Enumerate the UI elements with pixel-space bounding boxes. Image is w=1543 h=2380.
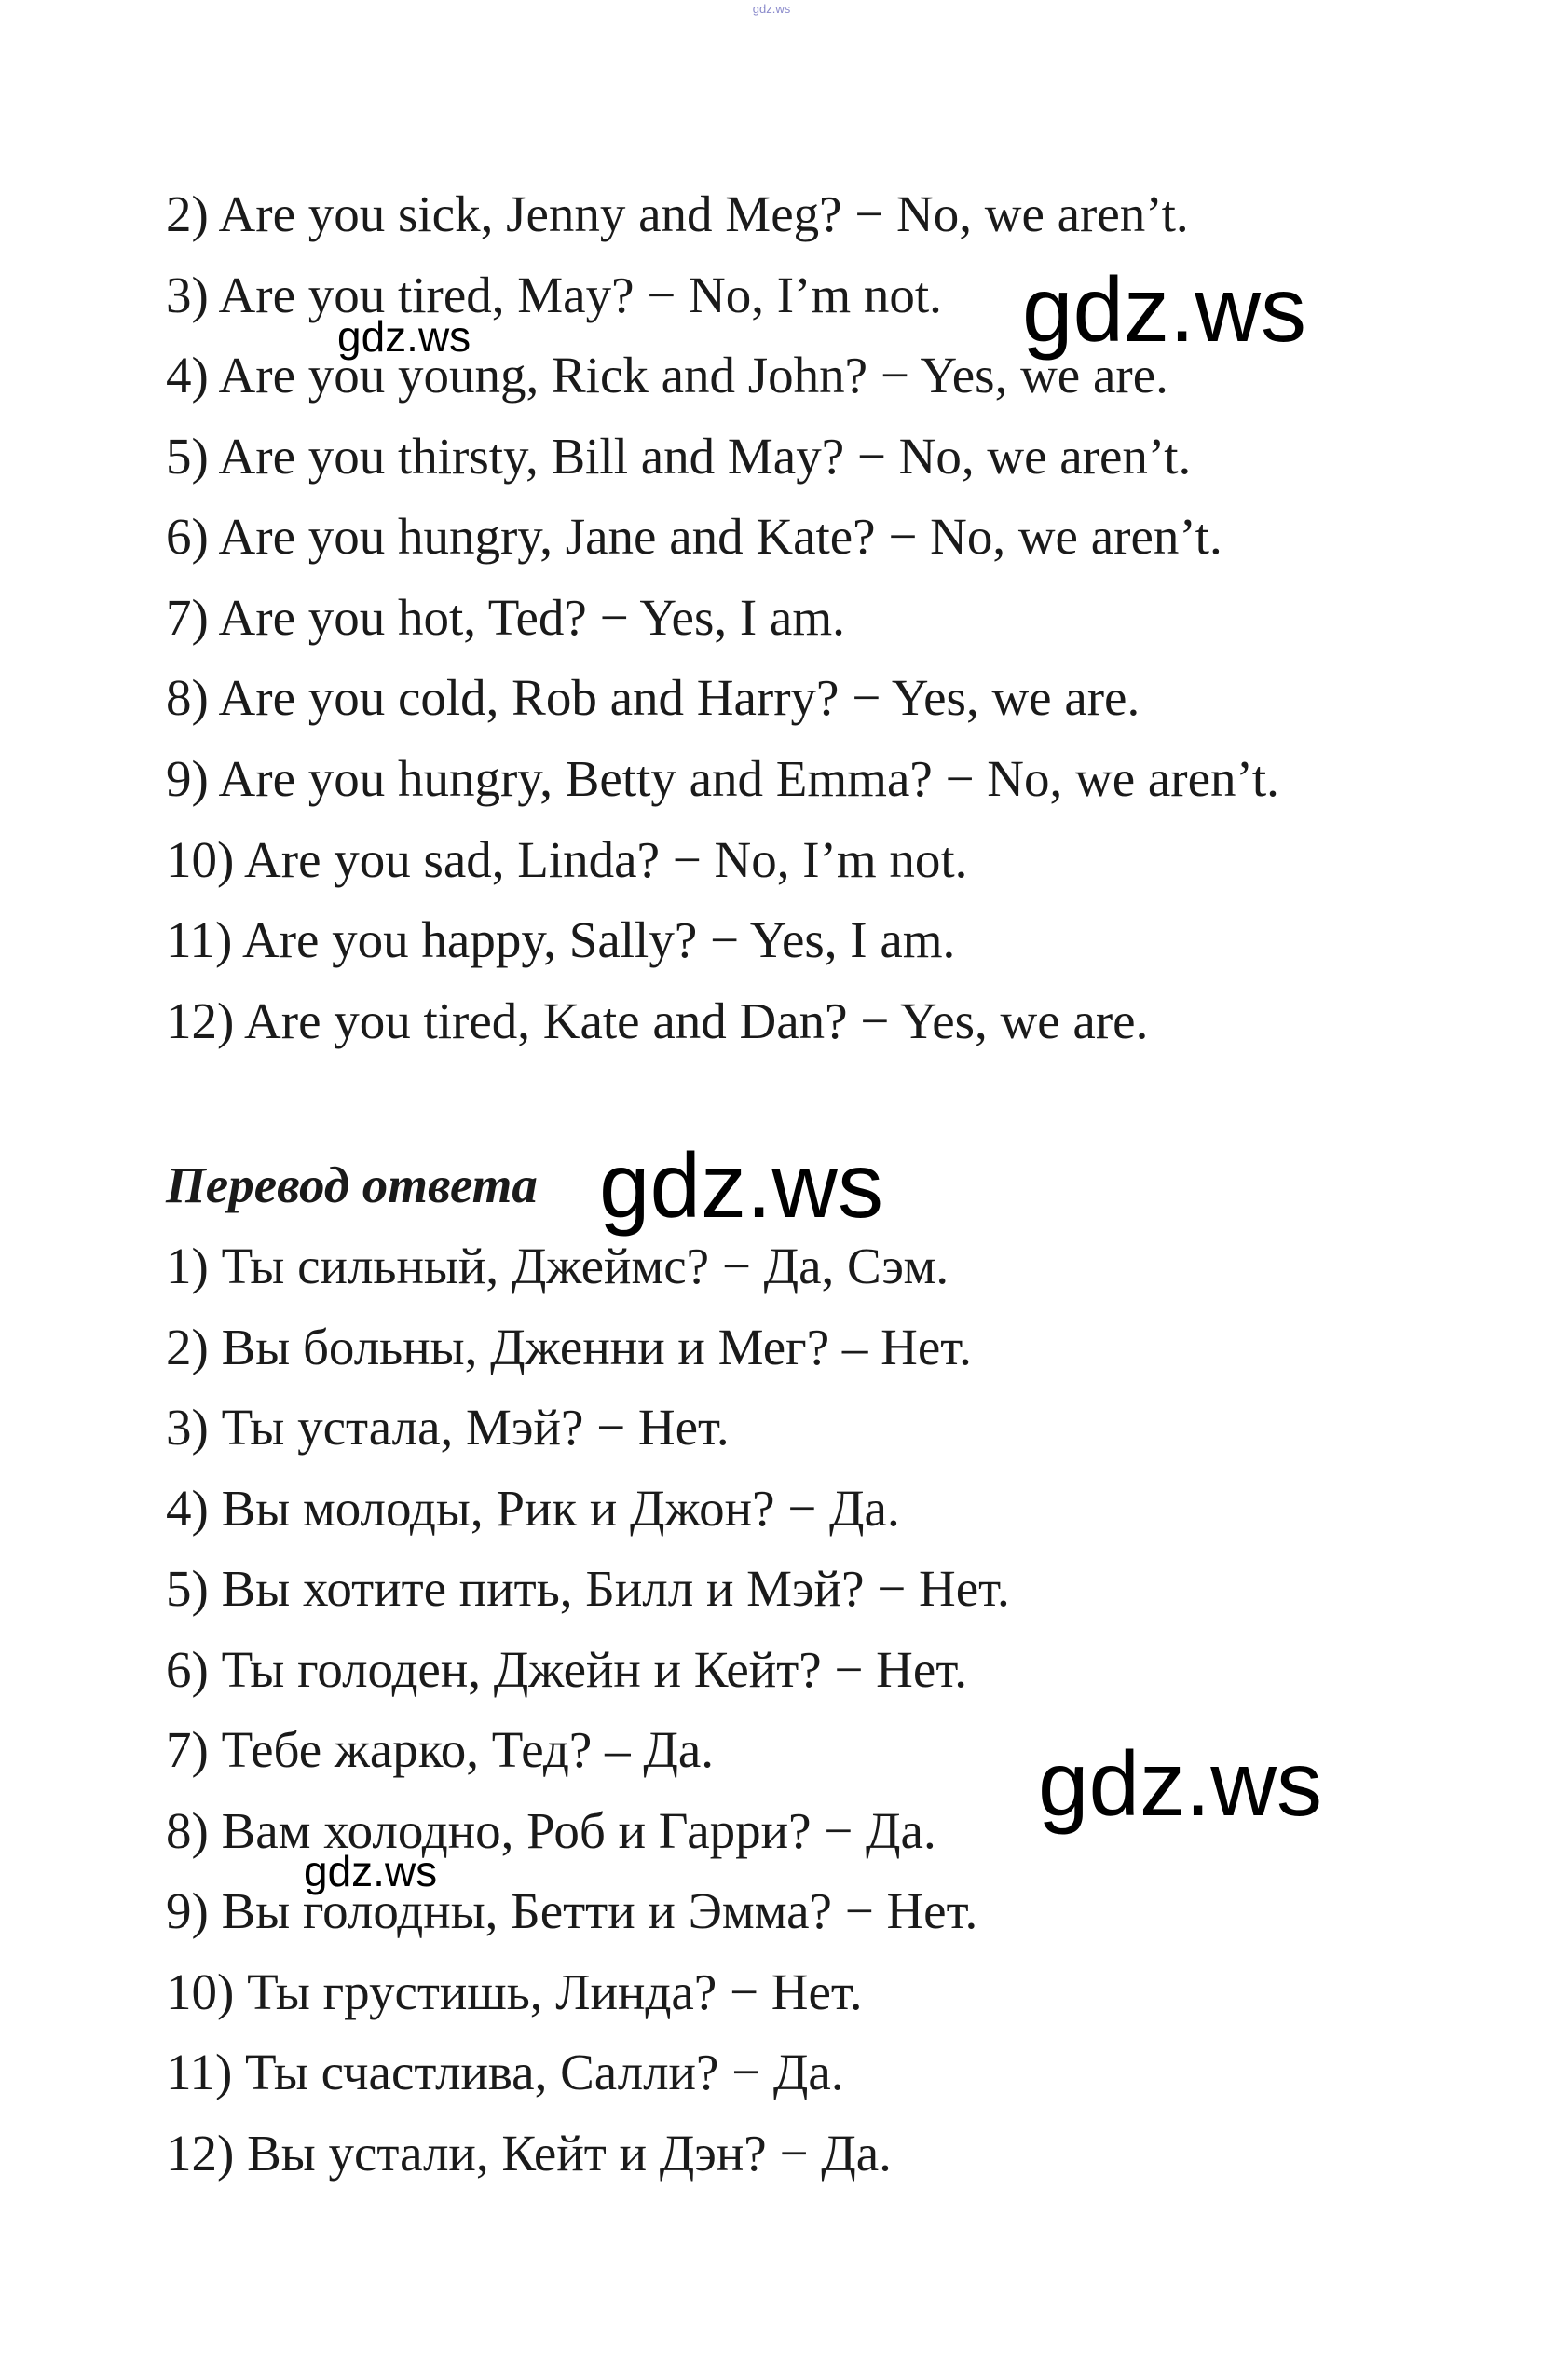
russian-answer-2: 2) Вы больны, Дженни и Мег? – Нет. — [166, 1319, 972, 1375]
english-answer-6: 6) Are you hungry, Jane and Kate? − No, we aren’t. — [166, 508, 1222, 565]
russian-answer-6: 6) Ты голоден, Джейн и Кейт? − Нет. — [166, 1641, 967, 1698]
english-answer-10: 10) Are you sad, Linda? − No, I’m not. — [166, 831, 968, 888]
english-answer-9: 9) Are you hungry, Betty and Emma? − No, we aren’t. — [166, 750, 1279, 807]
watermark: gdz.ws — [1038, 1732, 1323, 1835]
russian-answer-4: 4) Вы молоды, Рик и Джон? − Да. — [166, 1480, 900, 1537]
russian-answer-7: 7) Тебе жарко, Тед? – Да. — [166, 1721, 715, 1778]
watermark: gdz.ws — [1022, 258, 1307, 361]
russian-answer-8: 8) Вам холодно, Роб и Гарри? − Да. — [166, 1802, 936, 1859]
english-answer-7: 7) Are you hot, Ted? − Yes, I am. — [166, 589, 845, 646]
russian-answer-9: 9) Вы голодны, Бетти и Эмма? − Нет. — [166, 1882, 978, 1939]
english-answer-4: 4) Are you young, Rick and John? − Yes, we are. — [166, 347, 1168, 404]
english-answer-8: 8) Are you cold, Rob and Harry? − Yes, we are. — [166, 669, 1140, 726]
russian-answer-5: 5) Вы хотите пить, Билл и Мэй? − Нет. — [166, 1560, 1010, 1617]
watermark: gdz.ws — [304, 1847, 438, 1895]
english-answer-3: 3) Are you tired, May? − No, I’m not. — [166, 267, 942, 323]
english-answer-2: 2) Are you sick, Jenny and Meg? − No, we aren’t. — [166, 185, 1189, 242]
translation-heading: Перевод ответа — [166, 1156, 538, 1213]
russian-answer-12: 12) Вы устали, Кейт и Дэн? − Да. — [166, 2125, 892, 2182]
english-answer-5: 5) Are you thirsty, Bill and May? − No, we aren’t. — [166, 428, 1192, 485]
watermark: gdz.ws — [337, 312, 471, 361]
watermark: gdz.ws — [599, 1134, 884, 1237]
english-answer-12: 12) Are you tired, Kate and Dan? − Yes, we are. — [166, 992, 1149, 1049]
english-answer-11: 11) Are you happy, Sally? − Yes, I am. — [166, 911, 956, 968]
header-watermark: gdz.ws — [752, 2, 791, 16]
russian-answer-1: 1) Ты сильный, Джеймс? − Да, Сэм. — [166, 1238, 949, 1294]
russian-answer-3: 3) Ты устала, Мэй? − Нет. — [166, 1399, 730, 1456]
russian-answer-10: 10) Ты грустишь, Линда? − Нет. — [166, 1963, 863, 2020]
russian-answer-11: 11) Ты счастлива, Салли? − Да. — [166, 2044, 844, 2100]
